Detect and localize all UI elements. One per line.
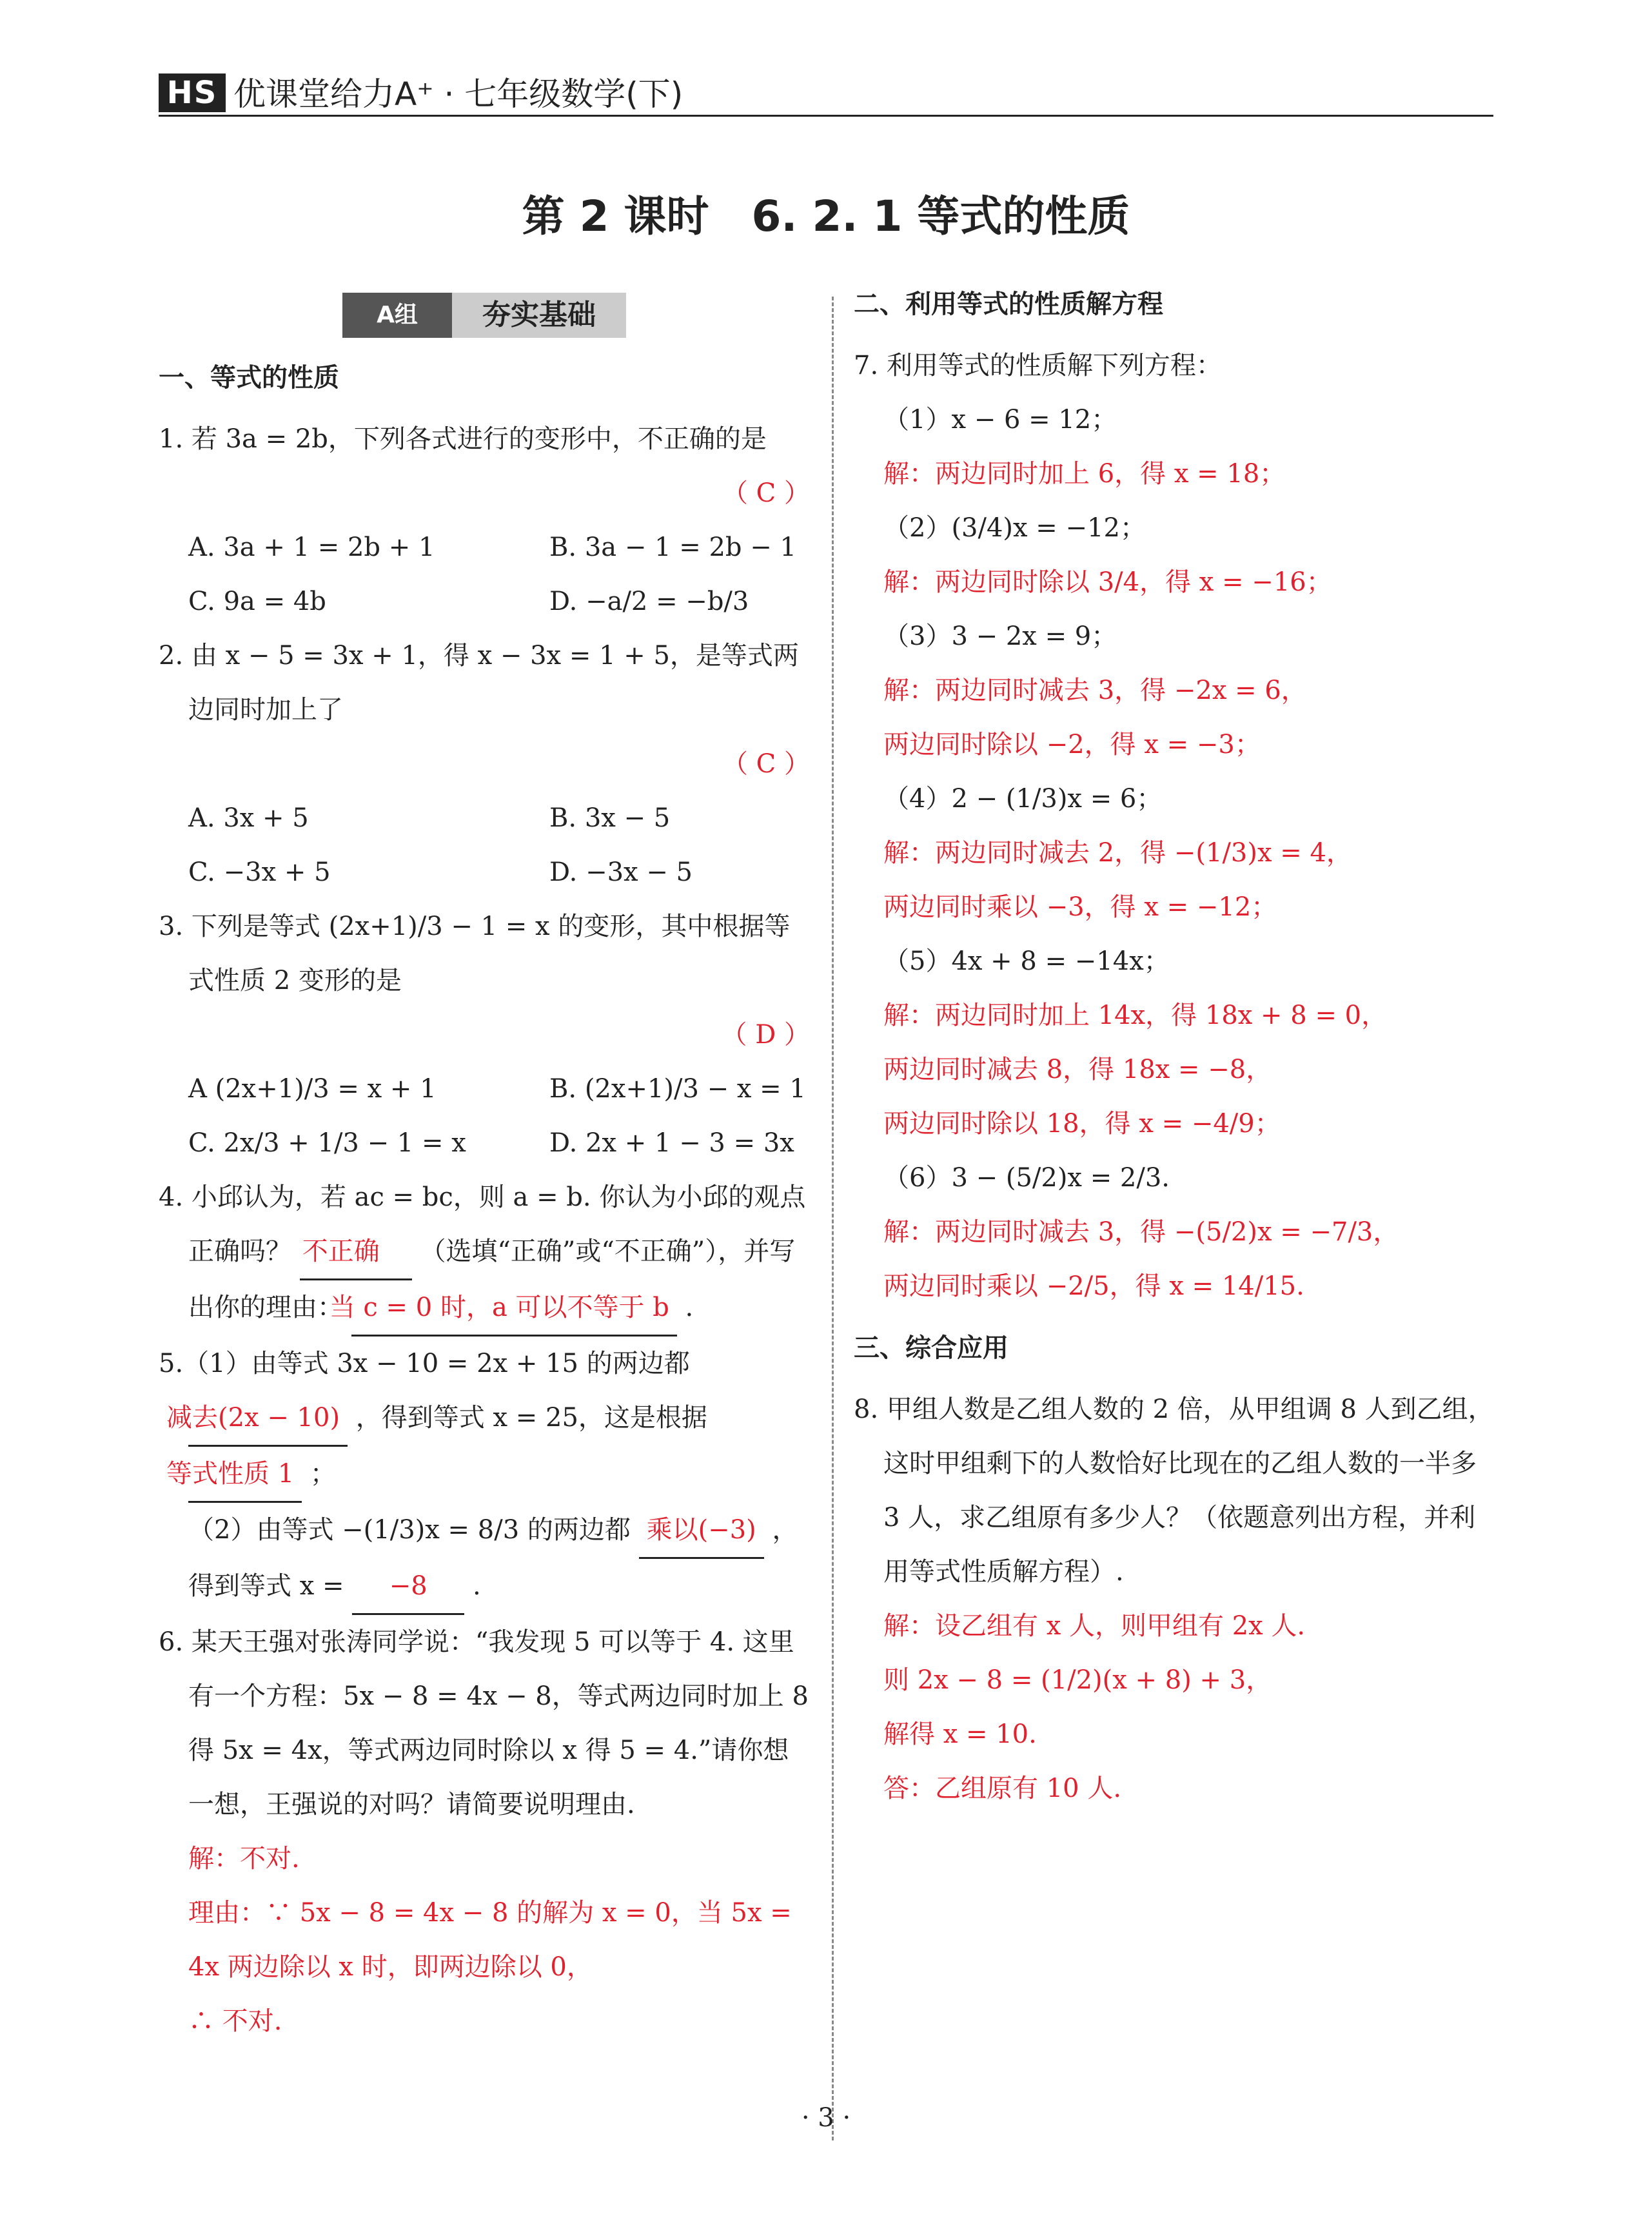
equation: （3）3 − 2x = 9； [883, 622, 1117, 651]
solution-line: 两边同时除以 −2，得 x = −3； [883, 730, 1261, 759]
option: C. −3x + 5 [188, 857, 331, 887]
left-column [159, 284, 810, 2048]
question-5-part: （2）由等式 −(1/3)x = 8/3 的两边都 [188, 1515, 631, 1545]
solution-line: 解得 x = 10. [883, 1719, 1037, 1749]
question-3-options [159, 1062, 810, 1170]
option: D. 2x + 1 − 3 = 3x [549, 1128, 794, 1158]
solution-line: 解：两边同时减去 3，得 −(5/2)x = −7/3， [883, 1217, 1399, 1247]
section-heading-3: 三、综合应用 [854, 1333, 1008, 1363]
question-7 [854, 338, 1499, 1313]
solution-line: 则 2x − 8 = (1/2)(x + 8) + 3， [883, 1665, 1272, 1695]
question-4-part: 4. 小邱认为，若 ac = bc，则 a = b. 你认为小邱的观点正确吗？ [159, 1182, 806, 1266]
question-5 [159, 1337, 810, 1503]
option: D. −a/2 = −b/3 [549, 587, 749, 616]
question-6 [159, 1615, 810, 2048]
question-1-options [159, 520, 810, 629]
question-2-text: 2. 由 x − 5 = 3x + 1，得 x − 3x = 1 + 5，是等式两边同时加上了 [159, 641, 799, 725]
option: B. (2x+1)/3 − x = 1 [549, 1074, 806, 1104]
header-series-title: 优课堂给力A⁺ · 七年级数学(下) [233, 75, 683, 113]
solution-line: 答：乙组原有 10 人. [883, 1774, 1122, 1803]
question-5-part: . [472, 1571, 481, 1601]
solution-line: ∴ 不对. [188, 2006, 282, 2036]
solution-line: 解：设乙组有 x 人，则甲组有 2x 人. [883, 1611, 1306, 1641]
section-heading-2: 二、利用等式的性质解方程 [854, 289, 1163, 319]
solution-line: 理由：∵ 5x − 8 = 4x − 8 的解为 x = 0，当 5x = 4x 两边除以 x 时，即两边除以 0， [188, 1898, 792, 1982]
question-5-sub-2 [159, 1503, 810, 1615]
option: C. 9a = 4b [188, 587, 326, 616]
solution-line: 两边同时减去 8，得 18x = −8， [883, 1055, 1272, 1084]
question-3-answer: （ D ） [721, 1020, 810, 1050]
question-1 [159, 412, 810, 629]
question-5-part: ，得到等式 x = [188, 1515, 798, 1601]
solution-line: 两边同时乘以 −3，得 x = −12； [883, 892, 1277, 922]
page-number: · 3 · [801, 2103, 851, 2133]
question-5-part: ，得到等式 x = 25，这是根据 [355, 1403, 707, 1433]
equation: （5）4x + 8 = −14x； [883, 946, 1170, 976]
option: A. 3a + 1 = 2b + 1 [188, 533, 435, 562]
hs-logo: HS [159, 73, 226, 112]
solution-line: 解：两边同时加上 14x，得 18x + 8 = 0， [883, 1001, 1388, 1030]
fill-blank: 不正确 [300, 1224, 412, 1280]
question-4-part: . [685, 1293, 694, 1322]
page-title: 第 2 课时 6. 2. 1 等式的性质 [522, 191, 1130, 241]
fill-blank: 减去(2x − 10) [188, 1391, 348, 1447]
solution-line: 两边同时除以 18，得 x = −4/9； [883, 1109, 1281, 1139]
fill-blank: 乘以(−3) [639, 1503, 764, 1559]
option: B. 3a − 1 = 2b − 1 [549, 533, 796, 562]
question-8 [854, 1382, 1499, 1816]
solution-line: 解：两边同时除以 3/4，得 x = −16； [883, 567, 1332, 597]
solution-line: 两边同时乘以 −2/5，得 x = 14/15. [883, 1271, 1304, 1301]
header-rule [159, 115, 1493, 117]
option: D. −3x − 5 [549, 857, 693, 887]
solution-line: 解：两边同时加上 6，得 x = 18； [883, 459, 1286, 489]
solution-line: 解：两边同时减去 2，得 −(1/3)x = 4， [883, 838, 1352, 868]
question-1-text: 1. 若 3a = 2b，下列各式进行的变形中，不正确的是 [159, 424, 767, 454]
option: C. 2x/3 + 1/3 − 1 = x [188, 1128, 466, 1158]
page-header [159, 62, 1061, 119]
equation: （1）x − 6 = 12； [883, 405, 1117, 435]
question-2-options [159, 791, 810, 899]
question-1-answer: （ C ） [722, 478, 810, 508]
section-heading-1: 一、等式的性质 [159, 363, 339, 393]
question-3-text: 3. 下列是等式 (2x+1)/3 − 1 = x 的变形，其中根据等式性质 2 变形的是 [159, 912, 791, 995]
question-6-text: 6. 某天王强对张涛同学说：“我发现 5 可以等于 4. 这里有一个方程：5x − 8 = 4x − 8，等式两边同时加上 8 得 5x = 4x，等式两边同时除以 x 得 5 = 4.”请你想一想，王强说的对吗？请简要说明理由. [159, 1627, 809, 1819]
option: A (2x+1)/3 = x + 1 [188, 1074, 437, 1104]
banner-group: A组 [342, 293, 452, 338]
question-5-part: 5.（1）由等式 3x − 10 = 2x + 15 的两边都 [159, 1349, 690, 1378]
solution-line: 解：不对. [188, 1844, 300, 1874]
question-7-text: 7. 利用等式的性质解下列方程： [854, 351, 1222, 380]
fill-blank: 等式性质 1 [188, 1447, 302, 1503]
question-3 [159, 899, 810, 1170]
option: A. 3x + 5 [188, 803, 309, 833]
option: B. 3x − 5 [549, 803, 671, 833]
fill-blank: 当 c = 0 时，a 可以不等于 b [351, 1280, 677, 1337]
solution-line: 解：两边同时减去 3，得 −2x = 6， [883, 676, 1307, 705]
question-2-answer: （ C ） [722, 749, 810, 779]
equation: （4）2 − (1/3)x = 6； [883, 784, 1163, 814]
equation: （2）(3/4)x = −12； [883, 513, 1146, 543]
question-8-text: 8. 甲组人数是乙组人数的 2 倍，从甲组调 8 人到乙组，这时甲组剩下的人数恰好比现在的乙组人数的一半多 3 人，求乙组原有多少人？（依题意列出方程，并利用等式性质解方程）. [854, 1395, 1494, 1587]
question-2 [159, 629, 810, 899]
question-4-part: （选填“正确”或“不正确”），并写出你的理由： [188, 1237, 796, 1322]
right-column [854, 284, 1499, 1816]
banner-label: 夯实基础 [452, 293, 626, 338]
question-5-part: ； [310, 1459, 336, 1489]
fill-blank: −8 [352, 1559, 464, 1615]
equation: （6）3 − (5/2)x = 2/3. [883, 1163, 1170, 1193]
question-4 [159, 1170, 810, 1337]
group-banner [342, 293, 626, 338]
